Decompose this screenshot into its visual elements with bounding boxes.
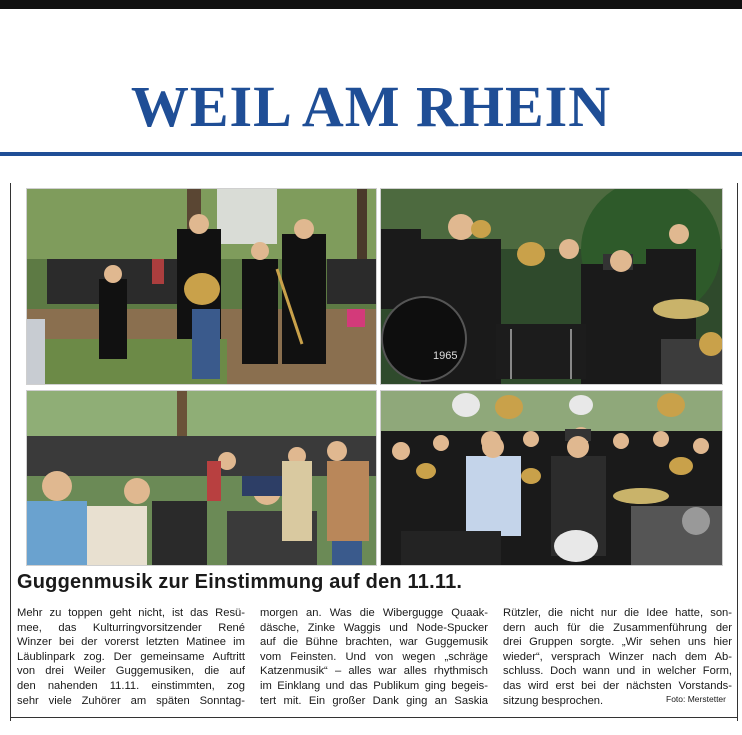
text-line: Läublinpark zog. Der gemeinsame Auftritt <box>17 650 245 663</box>
frame-left <box>10 183 11 721</box>
text-line: morgen an. Was die Wibergugge Quaak- <box>260 607 488 619</box>
photo-marching-band <box>26 188 377 385</box>
masthead-rule <box>0 152 742 156</box>
text-line: Winzer bei der vorerst letzten Matinee im <box>17 636 245 649</box>
article-column-1 <box>17 606 245 708</box>
text-line: von drei Weiler Guggemusiken, die auf <box>17 665 245 678</box>
article-column-3 <box>503 606 732 708</box>
text-line: im Einklang und das Publikum ging begeis- <box>260 679 488 692</box>
text-line: mee, das Kulturringvorsitzender René <box>17 621 245 634</box>
text-line: drei Gruppen sorgte. „Wir sehen uns hier <box>503 636 732 649</box>
text-line: Rützler, die nicht nur die Idee hatte, son- <box>503 607 732 619</box>
text-line: dern auch für die Zusammenführung der <box>503 621 732 634</box>
article-column-2 <box>260 606 488 708</box>
text-line: sitzung besprochen. <box>503 694 604 707</box>
photo-drummers <box>380 188 723 385</box>
text-line: auf die Bühne brachten, war Guggemusik <box>260 636 488 649</box>
text-line: Katzenmusik“ – alles war alles rhythmisch <box>260 665 488 678</box>
photo-band-group <box>380 390 723 566</box>
drum-label: 1965 <box>433 350 458 362</box>
text-line: sehr viele Zuhörer am späten Sonntag- <box>17 694 245 707</box>
text-line: wieder“, versprach Winzer nach dem Ab- <box>503 650 732 663</box>
text-line: das wird erst bei der nächsten Vorstands- <box>503 679 732 692</box>
frame-right <box>737 183 738 721</box>
top-border <box>0 0 742 9</box>
text-line: däsche, Zinke Waggis und Node-Spucker <box>260 621 488 634</box>
article-headline: Guggenmusik zur Einstimmung auf den 11.11. <box>17 571 463 593</box>
text-line: vom Feinsten. Und von wegen „schräge <box>260 650 488 663</box>
text-line: den nahenden 11.11. einstimmten, zog <box>17 679 245 692</box>
photo-credit: Foto: Merstetter <box>666 694 726 704</box>
page-title: WEIL AM RHEIN <box>130 74 612 139</box>
text-line: Mehr zu toppen geht nicht, ist das Resü- <box>17 607 245 619</box>
text-line: schluss. Doch wann und in welcher Form, <box>503 665 732 678</box>
frame-bottom <box>10 717 738 718</box>
photo-audience <box>26 390 377 566</box>
text-line: tert mit. Ein großer Dank ging an Saskia <box>260 694 488 707</box>
